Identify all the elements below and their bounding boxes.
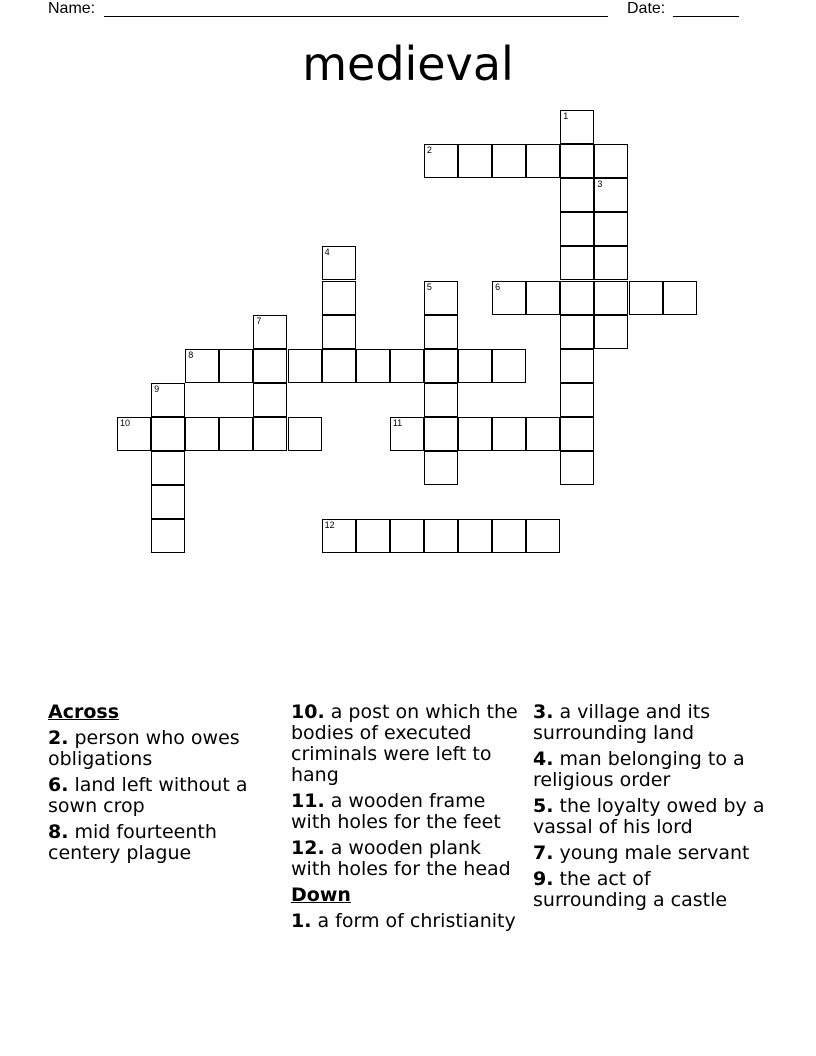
grid-cell[interactable] (560, 315, 594, 349)
grid-cell[interactable] (594, 212, 628, 246)
clue-text: a post on which the bodies of executed criminals were left to hang (291, 701, 518, 786)
clue-text: a wooden plank with holes for the head (291, 837, 511, 880)
grid-cell[interactable] (594, 315, 628, 349)
grid-cell[interactable] (560, 349, 594, 383)
grid-cell[interactable] (458, 349, 492, 383)
grid-cell[interactable] (424, 315, 458, 349)
grid-cell[interactable] (629, 281, 663, 315)
page-title: medieval (302, 37, 514, 91)
grid-cell[interactable] (458, 519, 492, 553)
grid-cell[interactable] (492, 281, 526, 315)
grid-cell[interactable] (424, 417, 458, 451)
grid-cell[interactable] (458, 144, 492, 178)
grid-cell[interactable] (219, 417, 253, 451)
clue-number: 12. (291, 837, 325, 859)
clue-across-11 (291, 791, 523, 833)
clue-number: 11. (291, 790, 325, 812)
grid-cell[interactable] (594, 178, 628, 212)
grid-cell[interactable] (288, 349, 322, 383)
clue-across-10 (291, 702, 523, 786)
clue-number: 1. (291, 910, 312, 932)
grid-cell[interactable] (424, 519, 458, 553)
grid-cell[interactable] (322, 315, 356, 349)
clue-text: young male servant (553, 842, 750, 864)
grid-cell[interactable] (322, 281, 356, 315)
grid-cell[interactable] (594, 281, 628, 315)
clue-text: person who owes obligations (48, 727, 240, 770)
clue-text: the loyalty owed by a vassal of his lord (533, 795, 765, 838)
grid-cell[interactable] (560, 246, 594, 280)
grid-cell[interactable] (185, 417, 219, 451)
grid-cell[interactable] (424, 281, 458, 315)
clue-down-5 (533, 796, 765, 838)
clue-number-label: 5 (426, 281, 432, 292)
grid-cell[interactable] (424, 451, 458, 485)
clue-down-3 (533, 702, 765, 744)
clues-section (48, 702, 768, 1002)
grid-cell[interactable] (253, 417, 287, 451)
grid-cell[interactable] (219, 349, 253, 383)
clue-number-label: 7 (256, 315, 262, 326)
grid-cell[interactable] (560, 383, 594, 417)
clue-down-4 (533, 749, 765, 791)
clue-number-label: 9 (154, 383, 160, 394)
grid-cell[interactable] (253, 383, 287, 417)
clue-down-7 (533, 843, 765, 864)
clue-number: 10. (291, 701, 325, 723)
clue-text: land left without a sown crop (48, 774, 248, 817)
grid-cell[interactable] (322, 349, 356, 383)
grid-cell[interactable] (424, 349, 458, 383)
grid-cell[interactable] (492, 349, 526, 383)
across-heading: Across (48, 701, 120, 723)
clue-number: 9. (533, 868, 554, 890)
name-label: Name: (48, 0, 96, 17)
clue-text: a wooden frame with holes for the feet (291, 790, 501, 833)
grid-cell[interactable] (424, 383, 458, 417)
clue-down-1 (291, 911, 523, 932)
grid-cell[interactable] (117, 417, 151, 451)
clue-number: 8. (48, 821, 69, 843)
date-label: Date: (627, 0, 666, 17)
grid-cell[interactable] (390, 349, 424, 383)
clue-text: a form of christianity (311, 910, 516, 932)
clue-number: 6. (48, 774, 69, 796)
grid-cell[interactable] (253, 315, 287, 349)
grid-cell[interactable] (151, 383, 185, 417)
grid-cell[interactable] (526, 281, 560, 315)
clue-across-12 (291, 838, 523, 880)
grid-cell[interactable] (151, 519, 185, 553)
grid-cell[interactable] (390, 519, 424, 553)
clue-column-3 (533, 702, 765, 916)
down-heading: Down (291, 884, 351, 906)
grid-cell[interactable] (560, 281, 594, 315)
clue-number-label: 6 (495, 281, 501, 292)
clue-number-label: 12 (324, 520, 335, 531)
grid-cell[interactable] (288, 417, 322, 451)
grid-cell[interactable] (390, 417, 424, 451)
grid-cell[interactable] (356, 519, 390, 553)
clue-column-2 (291, 702, 523, 937)
grid-cell[interactable] (560, 144, 594, 178)
grid-cell[interactable] (424, 144, 458, 178)
clue-text: the act of surrounding a castle (533, 868, 728, 911)
clue-down-9 (533, 869, 765, 911)
grid-cell[interactable] (663, 281, 697, 315)
clue-number-label: 4 (324, 247, 330, 258)
grid-cell[interactable] (526, 417, 560, 451)
grid-cell[interactable] (185, 349, 219, 383)
grid-cell[interactable] (356, 349, 390, 383)
grid-cell[interactable] (492, 144, 526, 178)
clue-across-2 (48, 728, 280, 770)
grid-cell[interactable] (492, 519, 526, 553)
grid-cell[interactable] (458, 417, 492, 451)
clue-number-label: 11 (392, 417, 403, 428)
grid-cell[interactable] (151, 417, 185, 451)
grid-cell[interactable] (526, 144, 560, 178)
grid-cell[interactable] (560, 178, 594, 212)
grid-cell[interactable] (560, 451, 594, 485)
clue-column-1 (48, 702, 280, 869)
grid-cell[interactable] (560, 110, 594, 144)
clue-number: 7. (533, 842, 554, 864)
grid-cell[interactable] (492, 417, 526, 451)
grid-cell[interactable] (322, 246, 356, 280)
clue-number-label: 2 (426, 145, 432, 156)
clue-number: 2. (48, 727, 69, 749)
clue-number: 3. (533, 701, 554, 723)
grid-cell[interactable] (526, 519, 560, 553)
grid-cell[interactable] (322, 519, 356, 553)
clue-number-label: 10 (120, 417, 131, 428)
clue-number: 5. (533, 795, 554, 817)
grid-cell[interactable] (594, 144, 628, 178)
clue-text: a village and its surrounding land (533, 701, 711, 744)
clue-across-6 (48, 775, 280, 817)
clue-text: man belonging to a religious order (533, 748, 745, 791)
clue-text: mid fourteenth centery plague (48, 821, 217, 864)
clue-across-8 (48, 822, 280, 864)
grid-cell[interactable] (560, 212, 594, 246)
clue-number-label: 8 (188, 349, 194, 360)
grid-cell[interactable] (253, 349, 287, 383)
grid-cell[interactable] (151, 485, 185, 519)
clue-number-label: 1 (563, 111, 569, 121)
grid-cell[interactable] (560, 417, 594, 451)
grid-cell[interactable] (594, 246, 628, 280)
clue-number: 4. (533, 748, 554, 770)
clue-number-label: 3 (597, 179, 603, 190)
grid-cell[interactable] (151, 451, 185, 485)
